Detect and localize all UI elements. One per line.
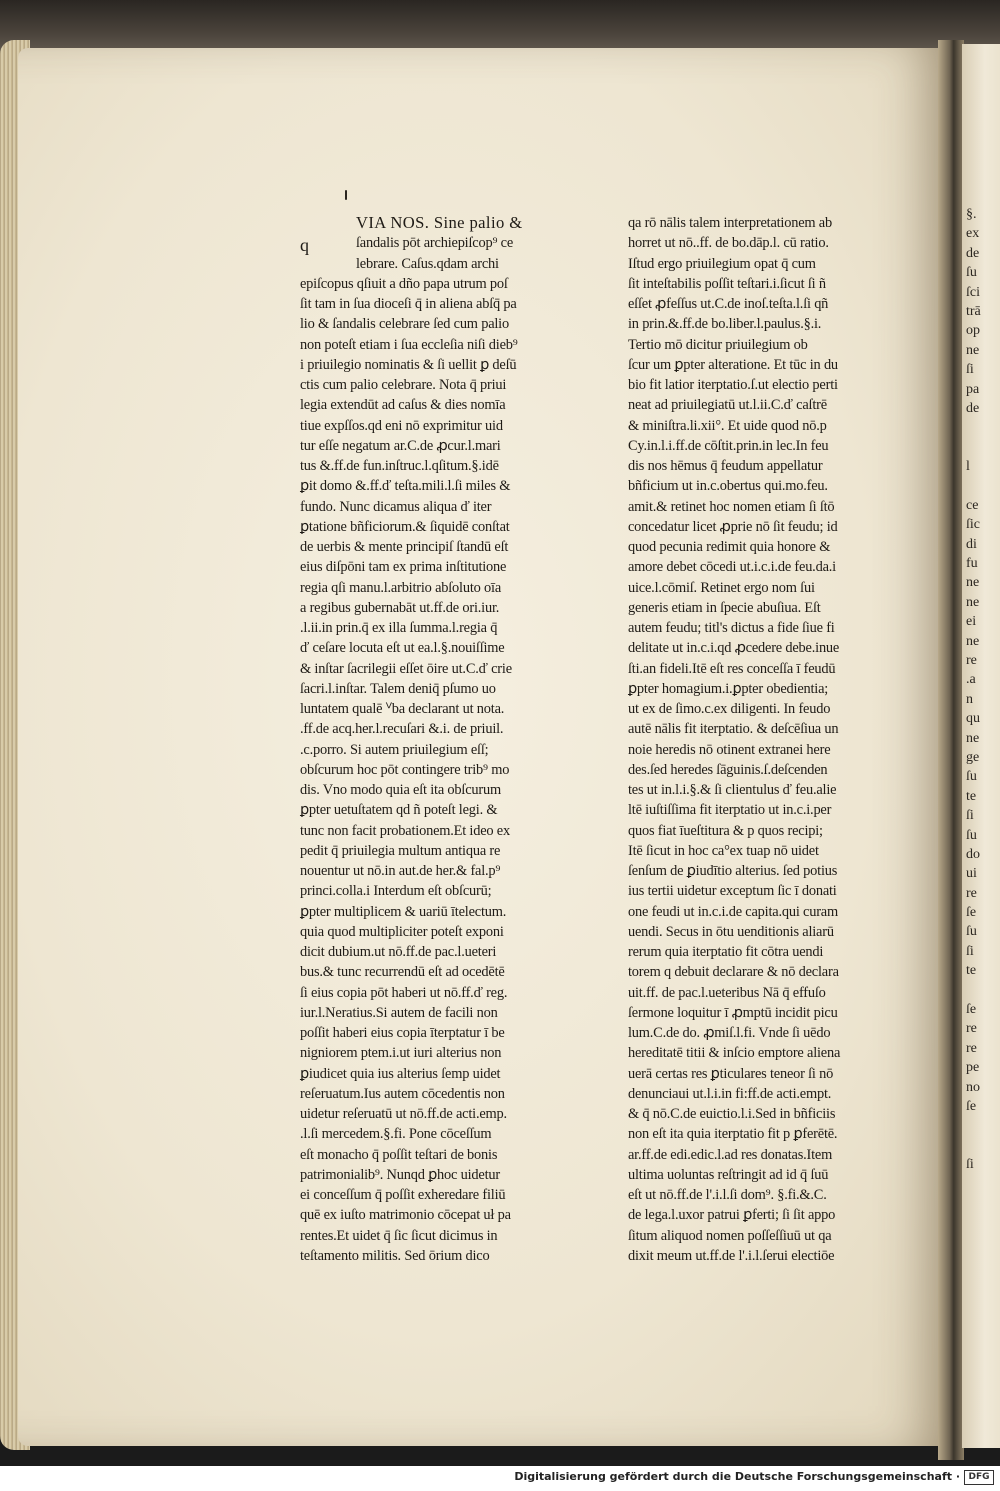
text-line: uice.l.cōmiſ. Retinet ergo nom ſui [628,579,815,596]
text-line: obſcurum hoc pōt contingere trib⁹ mo [300,761,510,778]
text-line: tus &.ff.de fun.inſtruc.l.qſitum.§.idē [300,458,499,474]
text-line: ltē iuſtiſſima fit iterptatio ut in.c.i.per [628,802,832,819]
text-line: tur eſſe negatum ar.C.de ꝓcur.l.mari [300,437,501,454]
text-line: non poteſt etiam i ſua eccleſia niſi dieb⁹ [300,336,518,353]
fragment-line: ſic [966,517,980,533]
text-line: ius tertii uidetur exceptum ſic ī donati [628,883,837,900]
fragment-line: ex [966,226,980,242]
fragment-line: ſu [966,265,977,281]
text-line: in prin.&.ff.de bo.liber.l.paulus.§.i. [628,316,822,333]
fragment-line: op [966,323,980,339]
fragment-line: ſe [966,905,977,921]
fragment-line: pa [966,381,980,397]
text-line: eius diſpōni tam ex prima inſtitutione [300,559,507,576]
text-line: dis nos hēmus q̄ feudum appellatur [628,458,823,474]
text-line: ſermone loquitur ī ꝓmptū incidit picu [628,1004,838,1021]
text-line: rerum quia iterptatio fit cōtra uendi [628,944,824,960]
fragment-line: de [966,245,980,261]
text-line: dixit meum ut.ff.de l'.i.l.ſerui electiōe [628,1247,835,1264]
text-line: ſenſum de ꝑiudītio alterius. ſed potius [628,863,838,879]
text-line: de lega.l.uxor patrui ꝑferti; ſi ſit appo [628,1207,836,1224]
text-line: .l.ſi mercedem.§.fi. Pone cōceſſum [300,1126,492,1143]
fragment-line [966,1116,1000,1135]
fragment-line: ſi [966,943,974,959]
right-page-text-fragments [966,205,1000,1213]
fragment-line: ſi [966,1157,974,1173]
text-line: .l.ii.in prin.q̄ ex illa ſumma.l.regia q̄ [300,620,498,636]
fragment-line [966,1136,1000,1155]
text-line: quia quod multipliciter poteſt exponi [300,923,504,940]
text-line: Cy.in.l.i.ff.de cōſtit.prin.in lec.In feu [628,437,829,454]
fragment-line: n [966,691,973,707]
text-line: de uerbis & mente principiſ ſtandū eſt [300,539,509,555]
fragment-line [966,418,1000,437]
fragment-line: ſci [966,284,980,300]
dfg-logo: DFG [964,1470,994,1485]
text-line: ſandalis pōt archiepiſcop⁹ ce [356,235,514,252]
text-line: bio fit latior iterptatio.ſ.ut electio perti [628,377,838,393]
fragment-line: ui [966,866,977,882]
fragment-line: qu [966,711,980,727]
text-line: patrimonialib⁹. Nunqd ꝑhoc uidetur [300,1166,500,1183]
text-line: ctis cum palio celebrare. Nota q̄ priui [300,377,507,393]
text-line: lebrare. Caſus.qdam archi [356,255,499,272]
text-line: non eſt ita quia iterptatio fit p ꝑferētē. [628,1126,838,1143]
text-line: concedatur licet ꝓprie nō ſit feudu; id [628,518,838,535]
fragment-line: ei [966,614,977,630]
text-line: des.ſed heredes ſāguinis.ſ.deſcenden [628,761,828,778]
text-line: rentes.Et uidet q̄ ſic ſicut dicimus in [300,1227,498,1244]
text-line: uidetur reſeruatū ut nō.ff.de acti.emp. [300,1106,507,1122]
fragment-line: re [966,885,977,901]
fragment-line: re [966,1040,977,1056]
text-line: fundo. Nunc dicamus aliqua ď iter [300,498,492,515]
fragment-line [966,981,1000,1000]
right-text-column [628,213,880,1266]
text-line: quē ex iuſto matrimonio cōcepat uł pa [300,1207,511,1224]
text-line: ſcur um ꝑpter alteratione. Et tūc in du [628,356,838,373]
text-line: iur.l.Neratius.Si autem de facili non [300,1004,498,1021]
fragment-line: ne [966,575,980,591]
text-line: hereditatē titii & inſcio emptore aliena [628,1045,841,1062]
text-line: dis. Vno modo quia eſt ita obſcurum [300,782,501,798]
text-line: ꝑit domo &.ff.ď teſta.mili.l.ſi miles & [300,478,511,495]
text-line: reſeruatum.Ius autem cōcedentis non [300,1085,505,1102]
fragment-line [966,1194,1000,1213]
text-line: pedit q̄ priuilegia multum antiqua re [300,842,501,859]
text-line: tunc non facit probationem.Et ideo ex [300,822,510,839]
text-line: princi.colla.i Interdum eſt obſcurū; [300,883,492,900]
text-line: ſi eius copia pōt haberi ut nō.ff.ď reg. [300,984,508,1001]
text-line: autē nālis fit iterptatio. & deſcēſiua un [628,721,839,738]
fragment-line: ſu [966,769,977,785]
fragment-line: re [966,652,977,668]
fragment-line: te [966,963,977,979]
text-line: ſit inteſtabilis poſſit teſtari.i.ſicut ſi ñ [628,275,826,292]
fragment-line: ne [966,633,980,649]
text-line: quos fiat īueſtitura & p quos recipi; [628,822,823,839]
fragment-line: §. [966,207,977,222]
fragment-line: re [966,1021,977,1037]
text-line: ꝑiudicet quia ius alterius ſemp uidet [300,1065,501,1082]
text-line: neat ad priuilegiatū ut.l.ii.C.ď caſtrē [628,397,827,414]
text-line: .ff.de acq.her.l.recuſari &.i. de priuil. [300,721,504,738]
text-line: bus.& tunc recurrendū eſt ad ocedētē [300,964,505,981]
text-line: & miniſtra.li.xii°. Et uide quod nō.p [628,417,827,434]
fragment-line: trā [966,303,981,319]
text-line: noie heredis nō otinent extranei here [628,741,831,758]
text-line: uit.ff. de pac.l.ueteribus Nā q̄ effuſo [628,984,826,1001]
text-line: generis etiam in ſpecie abuſiua. Eſt [628,599,821,616]
fragment-line: ne [966,342,980,358]
text-line: ar.ff.de edi.edic.l.ad res donatas.Item [628,1146,833,1163]
text-line: nouentur ut nō.in aut.de her.& fal.p⁹ [300,863,501,879]
text-line: horret ut nō..ff. de bo.dāp.l. cū ratio. [628,235,829,252]
fragment-line: te [966,788,977,804]
text-line: Iſtud ergo priuilegium opat q̄ cum [628,255,816,272]
ink-mark [345,190,347,200]
text-line: eſſet ꝓfeſſus ut.C.de inoſ.teſta.l.ſi qñ [628,296,829,312]
fragment-line: pe [966,1060,980,1076]
fragment-line: l [966,459,970,475]
fragment-line: de [966,400,980,416]
text-line: teſtamento militis. Sed ōrium dico [300,1247,490,1264]
text-line: lum.C.de do. ꝓmiſ.l.fi. Vnde ſi uēdo [628,1025,831,1041]
fragment-line: ſi [966,808,974,824]
text-line: lio & ſandalis celebrare ſed cum palio [300,316,509,333]
text-line: uerā certas res ꝑticulares teneor ſi nō [628,1065,834,1082]
text-line: tiue expſſos.qd eni nō exprimitur uid [300,417,503,434]
text-line: quod pecunia redimit quia honore & [628,539,831,555]
text-line: torem q debuit declarare & nō declara [628,964,839,981]
text-line: ꝑpter uetuſtatem qd ñ poteſt legi. & [300,802,498,819]
fragment-line: do [966,846,980,862]
text-line: bñficium ut in.c.obertus qui.mo.feu. [628,478,828,495]
text-line: legia extendūt ad caſus & dies nomīa [300,397,506,414]
text-line: Tertio mō dicitur priuilegium ob [628,336,808,353]
text-line: & q̄ nō.C.de euictio.l.i.Sed in bñficiis [628,1106,836,1122]
fragment-line: no [966,1079,980,1095]
text-line: ꝑtatione bñficiorum.& ſiquidē conſtat [300,518,510,535]
text-line: ſti.an fideli.Itē eſt res conceſſa ī feudū [628,660,836,677]
text-line: one feudi ut in.c.i.de capita.qui curam [628,903,838,920]
fragment-line: ge [966,749,980,765]
fragment-line [966,438,1000,457]
text-line: dicit dubium.ut nō.ff.de pac.l.ueteri [300,944,497,960]
text-line: ꝑpter homagium.i.ꝑpter obedientia; [628,680,829,697]
text-line: amit.& retinet hoc nomen etiam ſi ſtō [628,498,835,515]
footer-credit: Digitalisierung gefördert durch die Deutsche Forschungsgemeinschaft · [514,1470,960,1483]
text-line: tes ut in.l.i.§.& ſi clientulus ď feu.alie [628,782,837,798]
text-line: ſitum aliquod nomen poſſeſſiuū ut qa [628,1227,832,1244]
text-line: i priuilegio nominatis & ſi uellit ꝑ deſū [300,356,517,373]
text-line: regia qſi manu.l.arbitrio abſoluto oīa [300,579,502,596]
text-line: ei conceſſum q̄ poſſit exheredare filiū [300,1187,506,1203]
text-line: .c.porro. Si autem priuilegium eſſ; [300,741,489,758]
text-line: ſacri.l.inſtar. Talem deniq̄ pſumo uo [300,680,496,697]
fragment-line: .a [966,672,976,688]
text-line: ď ceſare locuta eſt ut ea.l.§.nouiſſime [300,640,505,657]
text-line: ſit tam in ſua dioceſi q̄ in aliena abſq̄ pa [300,296,517,312]
text-line: Itē ſicut in hoc ca°ex tuap nō uidet [628,842,819,859]
text-line: autem feudu; titl's dictus a fide ſiue fi [628,620,835,636]
text-line: a regibus gubernabāt ut.ff.de ori.iur. [300,599,500,616]
fragment-line: ſu [966,924,977,940]
fragment-line [966,1175,1000,1194]
text-line: eſt ut nō.ff.de l'.i.l.ſi dom⁹. §.fi.&.C. [628,1187,827,1203]
fragment-line: ne [966,594,980,610]
fragment-line [966,476,1000,495]
book-gutter [938,40,964,1460]
left-text-column [300,213,552,1266]
fragment-line: ſu [966,827,977,843]
text-line: & inſtar ſacrilegii eſſet ōire ut.C.ď crie [300,660,512,677]
text-line: denunciaui ut.l.i.in fi:ff.de acti.empt. [628,1085,832,1102]
text-line: ut ex de ſimo.c.ex diligenti. In feudo [628,701,831,717]
text-line: VIA NOS. Sine palio & [356,213,523,232]
fragment-line: fu [966,556,978,572]
text-line: delitate ut in.c.i.qd ꝓcedere debe.inue [628,640,840,657]
text-line: ꝑpter multiplicem & uariū ītelectum. [300,903,507,920]
fragment-line: ſe [966,1002,977,1018]
text-line: poſſit haberi eius copia īterptatur ī be [300,1025,505,1041]
text-line: qa rō nālis talem interpretationem ab [628,215,832,231]
text-line: ultima uoluntas reſtringit ad id q̄ ſuū [628,1166,829,1183]
text-line: epiſcopus qſiuit a dño papa utrum poſ [300,275,508,292]
initial-letter: q [300,235,309,255]
text-line: eſt monacho q̄ poſſit teſtari de bonis [300,1146,498,1163]
text-line: amore debet cōcedi ut.i.c.i.de feu.da.i [628,559,836,576]
text-line: uendi. Secus in ōtu uenditionis aliarū [628,923,834,940]
fragment-line: ce [966,497,979,513]
text-line: luntatem qualē ⱽba declarant ut nota. [300,701,505,717]
fragment-line: ne [966,730,980,746]
fragment-line: di [966,536,977,552]
fragment-line: ſe [966,1098,977,1114]
fragment-line: ſi [966,362,974,378]
text-line: nigniorem ptem.i.ut iuri alterius non [300,1045,502,1062]
